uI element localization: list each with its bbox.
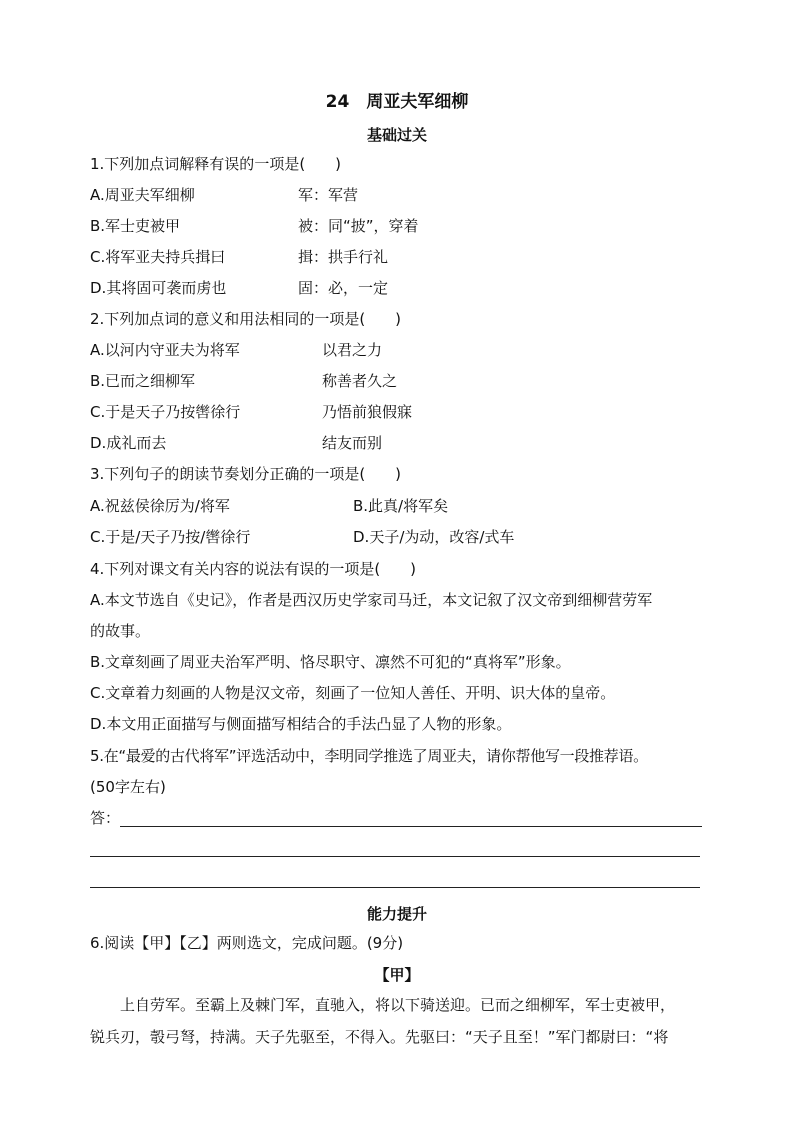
q2-option-c-compare: 乃悟前狼假寐 [322,403,413,421]
answer-line-1[interactable] [120,826,702,827]
q4-option-b: B.文章刻画了周亚夫治军严明、恪尽职守、凛然不可犯的“真将军”形象。 [90,653,571,671]
q1-option-c: C.将军亚夫持兵揖曰 [90,248,226,266]
q5-answer-label: 答： [90,809,121,827]
q1-option-d-meaning: 固：必，一定 [298,279,389,297]
q5-stem-line1: 5.在“最爱的古代将军”评选活动中，李明同学推选了周亚夫，请你帮他写一段推荐语。 [90,747,648,765]
q1-stem: 1.下列加点词解释有误的一项是( ) [90,155,342,173]
q1-option-a: A.周亚夫军细柳 [90,186,195,204]
q3-option-c: C.于是/天子乃按/辔徐行 [90,528,251,546]
q3-option-d: D.天子/为动，改容/式车 [353,528,515,546]
q2-stem: 2.下列加点词的意义和用法相同的一项是( ) [90,310,402,328]
q2-option-d: D.成礼而去 [90,434,167,452]
q3-stem: 3.下列句子的朗读节奏划分正确的一项是( ) [90,465,402,483]
section-heading-advanced: 能力提升 [366,905,427,923]
q5-stem-line2: (50字左右) [90,778,166,796]
q1-option-a-meaning: 军：军营 [298,186,359,204]
q1-option-d: D.其将固可袭而虏也 [90,279,227,297]
q2-option-c: C.于是天子乃按辔徐行 [90,403,241,421]
q4-option-c: C.文章着力刻画的人物是汉文帝，刻画了一位知人善任、开明、识大体的皇帝。 [90,684,616,702]
section-heading-basic: 基础过关 [366,126,427,144]
answer-line-3[interactable] [90,887,700,888]
q2-option-b-compare: 称善者久之 [322,372,398,390]
q3-option-a: A.祝兹侯徐厉为/将军 [90,497,230,515]
passage-line-2: 锐兵刃，彀弓弩，持满。天子先驱至，不得入。先驱曰：“天子且至！”军门都尉曰：“将 [90,1028,669,1046]
q1-option-c-meaning: 揖：拱手行礼 [298,248,389,266]
q4-option-a-line2: 的故事。 [90,622,151,640]
q1-option-b: B.军士吏被甲 [90,217,181,235]
q3-option-b: B.此真/将军矣 [353,497,449,515]
q1-option-b-meaning: 被：同“披”，穿着 [298,217,419,235]
q2-option-a-compare: 以君之力 [322,341,383,359]
page-title: 24 周亚夫军细柳 [325,92,469,112]
q6-stem: 6.阅读【甲】【乙】两则选文，完成问题。(9分) [90,934,404,952]
answer-line-2[interactable] [90,856,700,857]
q2-option-d-compare: 结友而别 [322,434,383,452]
q2-option-b: B.已而之细柳军 [90,372,196,390]
q4-option-d: D.本文用正面描写与侧面描写相结合的手法凸显了人物的形象。 [90,715,512,733]
passage-line-1: 上自劳军。至霸上及棘门军，直驰入，将以下骑送迎。已而之细柳军，军士吏被甲， [120,996,676,1014]
passage-title-jia: 【甲】 [374,966,420,984]
q2-option-a: A.以河内守亚夫为将军 [90,341,240,359]
q4-option-a-line1: A.本文节选自《史记》，作者是西汉历史学家司马迁，本文记叙了汉文帝到细柳营劳军 [90,591,653,609]
q4-stem: 4.下列对课文有关内容的说法有误的一项是( ) [90,560,417,578]
